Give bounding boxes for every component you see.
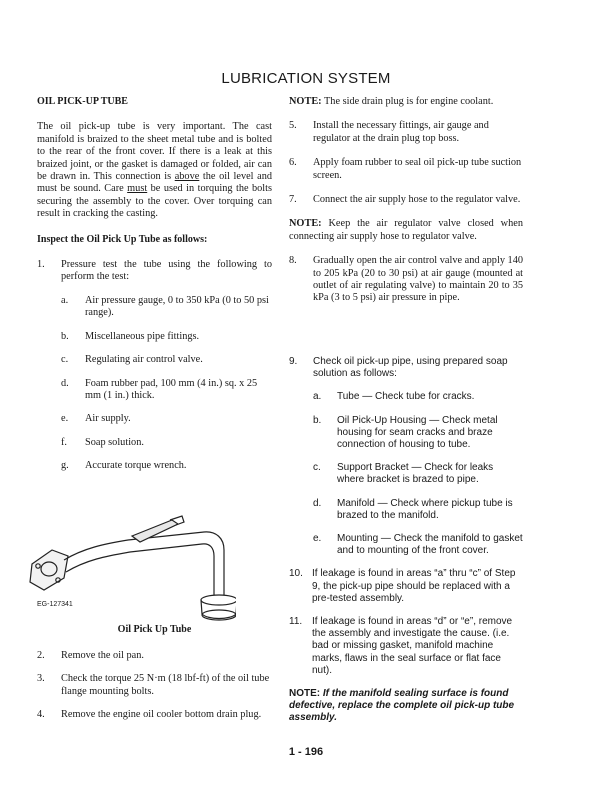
step-7 <box>289 194 523 206</box>
step-text: Check oil pick-up pipe, using prepared soap solution as follows: <box>313 356 508 380</box>
oil-pickup-tube-illustration <box>24 506 236 634</box>
item-text: Accurate torque wrench. <box>85 460 187 472</box>
item-letter: d. <box>61 377 69 389</box>
tube-bottom-edge <box>66 544 214 598</box>
item-text: Soap solution. <box>85 436 144 448</box>
note-label: NOTE: <box>289 218 322 230</box>
step-number: 2. <box>37 650 45 661</box>
intro-paragraph <box>37 121 272 220</box>
left-column <box>37 96 272 473</box>
step-number: 5. <box>289 120 297 132</box>
item-letter: g. <box>61 460 69 472</box>
step-3 <box>37 673 272 698</box>
inspect-heading: Inspect the Oil Pick Up Tube as follows: <box>37 233 208 245</box>
intro-text-a: The oil pick-up tube is very important. The cast manifold is braized to the sheet metal tube and is bolted to the rear of the front cover. If there is a leak at this braized joint, or the gasket is damaged or folded, air can be drawn in. This connection is <box>37 121 272 183</box>
list-item <box>37 413 272 425</box>
step-8 <box>289 255 523 305</box>
item-text: Air supply. <box>85 413 131 425</box>
figure-caption: Oil Pick Up Tube <box>117 624 192 635</box>
note-3 <box>289 688 523 725</box>
item-letter: d. <box>313 497 322 509</box>
item-letter: a. <box>313 391 322 403</box>
tube-top-edge <box>64 532 224 598</box>
step-text: Remove the oil pan. <box>61 650 144 661</box>
left-steps-continued <box>37 650 272 722</box>
list-item <box>37 437 272 449</box>
step-text: Connect the air supply hose to the regulator valve. <box>313 194 521 206</box>
step-2 <box>37 650 272 662</box>
note-1 <box>289 96 523 108</box>
step-text: Install the necessary fittings, air gauge and regulator at the drain plug top boss. <box>313 120 489 144</box>
step-text: Gradually open the air control valve and apply 140 to 205 kPa (20 to 30 psi) at air gauge (mounted at outlet of air regulating valve) to maintain 20 to 35 kPa (3 to 5 psi) air pressure in pipe. <box>313 255 523 304</box>
step-text: Remove the engine oil cooler bottom drain plug. <box>61 709 262 721</box>
step-text: If leakage is found in areas “d” or “e”, remove the assembly and investigate the cause. (i.e. bad or missing gasket, manifold machine marks, flaws in the seal surface or flat face nut). <box>312 616 513 676</box>
list-item <box>289 533 523 557</box>
support-bracket <box>132 520 178 542</box>
figure-label: EG-127341 <box>37 601 73 608</box>
item-text: Oil Pick-Up Housing — Check metal housing for seam cracks and braze connection of housing to tube. <box>337 414 498 451</box>
step-text: Apply foam rubber to seal oil pick-up tube suction screen. <box>313 157 522 181</box>
list-item <box>289 462 523 486</box>
right-column <box>289 96 523 305</box>
step-text: Check the torque 25 N·m (18 lbf-ft) of the oil tube flange mounting bolts. <box>61 673 270 697</box>
note-label: NOTE: <box>289 688 321 700</box>
step-number: 11. <box>289 616 303 628</box>
note-text: Keep the air regulator valve closed when connecting air supply hose to regulator valve. <box>289 218 523 242</box>
step-number: 1. <box>37 259 45 271</box>
item-letter: f. <box>61 436 68 448</box>
right-column-sans <box>289 356 523 725</box>
step-9 <box>289 356 523 380</box>
step-number: 7. <box>289 194 297 206</box>
list-item <box>37 295 272 320</box>
item-text: Mounting — Check the manifold to gasket and to mounting of the front cover. <box>337 533 523 557</box>
intro-underline-above: above <box>174 171 200 183</box>
step-text: If leakage is found in areas “a” thru “c” of Step 9, the pick-up pipe should be replaced with a pre-tested assembly. <box>312 568 516 604</box>
item-letter: c. <box>313 462 321 474</box>
item-text: Regulating air control valve. <box>85 354 203 366</box>
step-11 <box>289 616 523 677</box>
item-text: Support Bracket — Check for leaks where bracket is brazed to pipe. <box>337 462 494 486</box>
list-item <box>37 354 272 366</box>
item-text: Air pressure gauge, 0 to 350 kPa (0 to 50 psi range). <box>85 294 269 319</box>
step-number: 4. <box>37 709 45 721</box>
list-item <box>37 378 272 403</box>
list-item <box>37 331 272 343</box>
list-item <box>289 391 523 403</box>
item-letter: b. <box>313 414 322 426</box>
step-4 <box>37 709 272 721</box>
list-item <box>37 460 272 472</box>
note-2 <box>289 218 523 243</box>
step-text: Pressure test the tube using the following to perform the test: <box>61 259 272 283</box>
step-number: 3. <box>37 673 45 685</box>
list-item <box>289 415 523 452</box>
item-letter: e. <box>61 413 69 425</box>
step-1 <box>37 259 272 284</box>
item-text: Miscellaneous pipe fittings. <box>85 330 200 342</box>
screen-housing-top <box>201 595 236 605</box>
step-10 <box>289 568 523 605</box>
section-heading: OIL PICK-UP TUBE <box>37 96 128 107</box>
item-letter: e. <box>313 533 322 545</box>
item-letter: c. <box>61 354 69 366</box>
step-6 <box>289 157 523 182</box>
item-text: Foam rubber pad, 100 mm (4 in.) sq. x 25 mm (1 in.) thick. <box>85 377 258 401</box>
item-letter: b. <box>61 330 69 342</box>
page-number: 1 - 196 <box>288 746 324 758</box>
step-number: 8. <box>289 255 297 267</box>
flange-shape <box>30 550 68 590</box>
intro-text-b: the oil level and must be sound. Care <box>37 171 272 195</box>
step-5 <box>289 120 523 145</box>
note-text: If the manifold sealing surface is found defective, replace the complete oil pick-up tube assembly. <box>289 688 515 724</box>
note-text: The side drain plug is for engine coolant. <box>321 96 494 107</box>
item-text: Manifold — Check where pickup tube is brazed to the manifold. <box>337 497 513 521</box>
item-letter: a. <box>61 294 69 306</box>
page-title: LUBRICATION SYSTEM <box>221 70 391 87</box>
intro-text-c: be used in torquing the bolts securing the assembly to the cover. Over torquing can result in cracking the casting. <box>37 183 273 220</box>
step-number: 6. <box>289 157 297 169</box>
note-label: NOTE: <box>289 96 322 107</box>
intro-underline-must: must <box>127 183 148 195</box>
item-text: Tube — Check tube for cracks. <box>337 391 475 403</box>
list-item <box>289 498 523 522</box>
step-number: 10. <box>289 568 303 580</box>
step-number: 9. <box>289 356 298 367</box>
